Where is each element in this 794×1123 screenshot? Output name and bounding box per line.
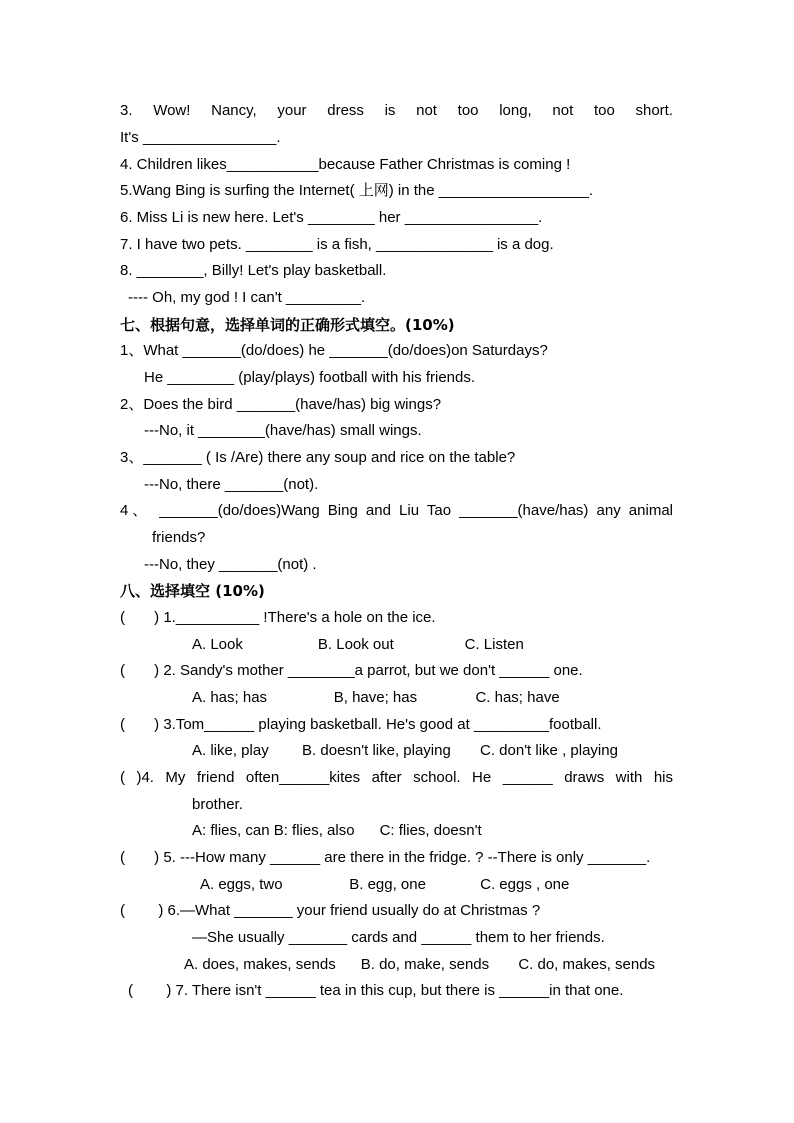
q6-3-line1: 3. Wow! Nancy, your dress is not too long, not too short. bbox=[120, 102, 673, 119]
q8-2-options: A. has; has B, have; has C. has; have bbox=[192, 689, 560, 706]
q7-1-line1: 1、What _______(do/does) he _______(do/does)on Saturdays? bbox=[120, 342, 548, 359]
q8-7-stem: ( ) 7. There isn't ______ tea in this cup, but there is ______in that one. bbox=[128, 982, 624, 999]
q8-6-options: A. does, makes, sends B. do, make, sends C. do, makes, sends bbox=[184, 956, 656, 973]
q6-4: 4. Children likes___________because Father Christmas is coming ! bbox=[120, 156, 571, 173]
q8-3-options: A. like, play B. doesn't like, playing C. don't like , playing bbox=[192, 742, 618, 759]
q8-4-stem-line1: ( )4. My friend often______kites after school. He ______ draws with his bbox=[120, 769, 673, 786]
q7-1-line2: He ________ (play/plays) football with his friends. bbox=[144, 369, 476, 386]
section8-heading: 八、选择填空 (10%) bbox=[120, 582, 265, 600]
q8-4-options: A: flies, can B: flies, also C: flies, doesn't bbox=[192, 822, 482, 839]
q7-2-line2: ---No, it ________(have/has) small wings. bbox=[144, 422, 422, 439]
q7-3-line1: 3、_______ ( Is /Are) there any soup and rice on the table? bbox=[120, 449, 516, 466]
q8-1-options: A. Look B. Look out C. Listen bbox=[192, 636, 524, 653]
q7-4-line3: ---No, they _______(not) . bbox=[144, 556, 317, 573]
q7-4-line1: 4、 _______(do/does)Wang Bing and Liu Tao _______(have/has) any animal bbox=[120, 502, 673, 519]
q7-2-line1: 2、Does the bird _______(have/has) big wings? bbox=[120, 396, 442, 413]
q7-4-line2: friends? bbox=[152, 529, 206, 546]
q8-1-stem: ( ) 1.__________ !There's a hole on the ice. bbox=[120, 609, 436, 626]
section7-heading: 七、根据句意，选择单词的正确形式填空。(10%) bbox=[120, 316, 455, 334]
q8-5-stem: ( ) 5. ---How many ______ are there in the fridge. ? --There is only _______. bbox=[120, 849, 651, 866]
q8-3-stem: ( ) 3.Tom______ playing basketball. He's good at _________football. bbox=[120, 716, 602, 733]
q6-5: 5.Wang Bing is surfing the Internet( 上网) in the __________________. bbox=[120, 182, 594, 199]
q6-7: 7. I have two pets. ________ is a fish, ______________ is a dog. bbox=[120, 236, 554, 253]
q6-8-line1: 8. ________, Billy! Let's play basketball. bbox=[120, 262, 387, 279]
q7-3-line2: ---No, there _______(not). bbox=[144, 476, 319, 493]
q6-8-line2: ---- Oh, my god ! I can't _________. bbox=[128, 289, 366, 306]
q8-4-stem-line2: brother. bbox=[192, 796, 243, 813]
q6-3-line2: It's ________________. bbox=[120, 129, 281, 146]
q8-5-options: A. eggs, two B. egg, one C. eggs , one bbox=[200, 876, 570, 893]
q8-2-stem: ( ) 2. Sandy's mother ________a parrot, but we don't ______ one. bbox=[120, 662, 583, 679]
q8-6-stem-line1: ( ) 6.—What _______ your friend usually do at Christmas ? bbox=[120, 902, 541, 919]
q6-6: 6. Miss Li is new here. Let's ________ her ________________. bbox=[120, 209, 543, 226]
q8-6-stem-line2: —She usually _______ cards and ______ them to her friends. bbox=[192, 929, 605, 946]
